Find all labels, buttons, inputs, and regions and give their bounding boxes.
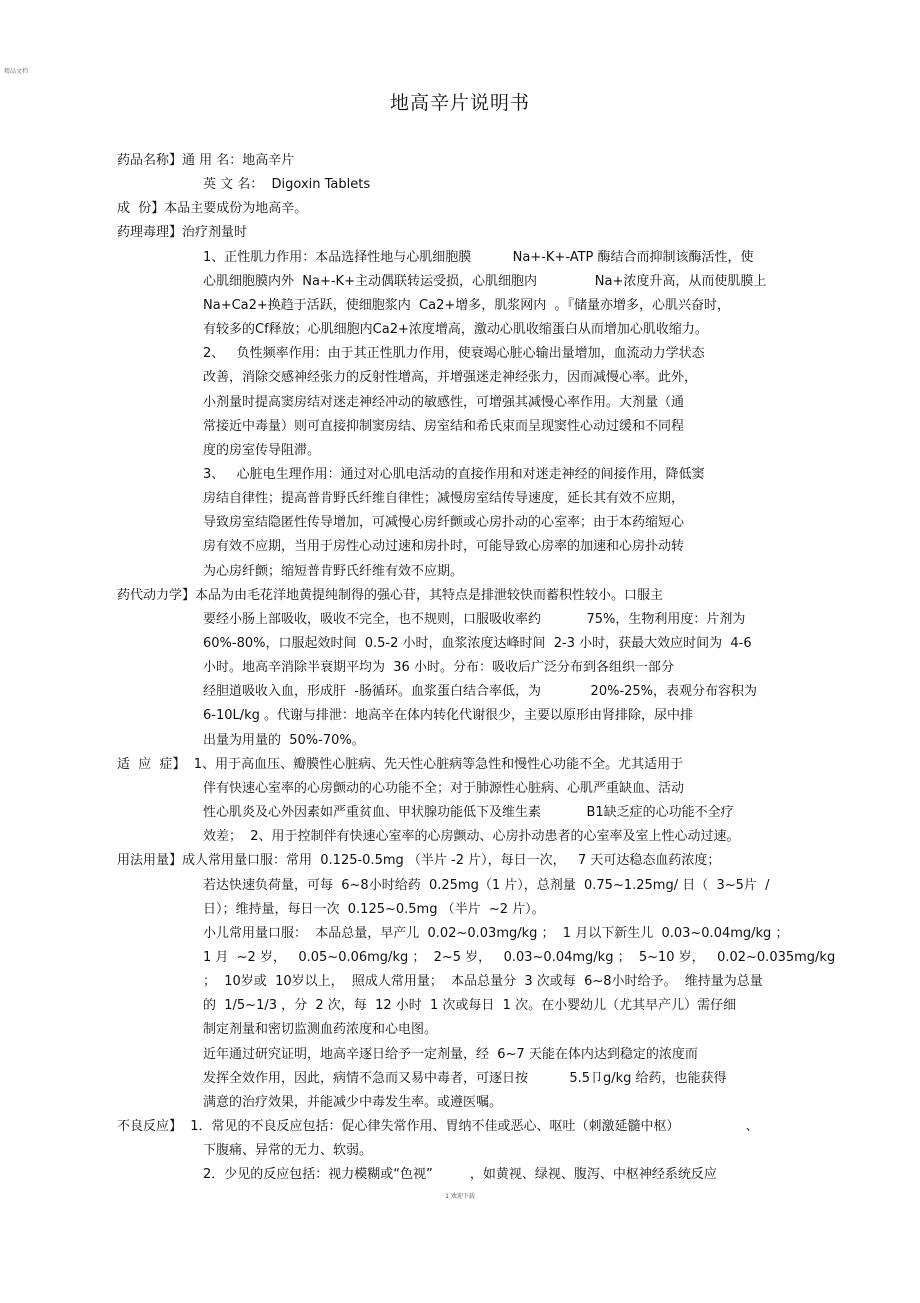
text-line: 英 文 名： Digoxin Tablets <box>203 177 371 193</box>
text-line: 满意的治疗效果，并能减少中毒发生率。或遵医嘱。 <box>203 1094 503 1110</box>
text-line: 制定剂量和密切监测血药浓度和心电图。 <box>203 1022 438 1038</box>
text-line: 适 应 症】 1、用于高血压、瓣膜性心脏病、先天性心脏病等急性和慢性心功能不全。尤其适用于 <box>117 756 684 772</box>
text-line: 的 1/5~1/3 ，分 2 次，每 12 小时 1 次或每日 1 次。在小婴幼儿（尤其早产儿）需仔细 <box>203 998 737 1014</box>
text-line: 药品名称】通 用 名：地高辛片 <box>117 153 295 168</box>
text-line: 要经小肠上部吸收，吸收不完全，也不规则，口服吸收率约 75%，生物利用度：片剂为 <box>203 611 746 627</box>
text-line: 不良反应】 1．常见的不良反应包括：促心律失常作用、胃纳不佳或恶心、呕吐（刺激延髓中枢） 、 <box>117 1119 759 1134</box>
text-line: 2．少见的反应包括：视力模糊或“色视” ，如黄视、绿视、腹泻、中枢神经系统反应 <box>203 1167 717 1183</box>
text-line: 房结自律性；提高普肯野氏纤维自律性；减慢房室结传导速度，延长其有效不应期， <box>203 491 685 507</box>
text-line: 出量为用量的 50%-70%。 <box>203 732 365 748</box>
text-line: 日）；维持量，每日一次 0.125~0.5mg （半片 ~2 片）。 <box>203 901 545 917</box>
text-line: 改善，消除交感神经张力的反射性增高，并增强迷走神经张力，因而减慢心率。此外， <box>203 370 698 386</box>
text-line: 伴有快速心室率的心房颤动的心功能不全；对于肺源性心脏病、心肌严重缺血、活动 <box>203 780 685 796</box>
text-line: 小儿常用量口服： 本品总量，早产儿 0.02~0.03mg/kg ； 1 月以下新生儿 0.03~0.04mg/kg ； <box>203 925 789 941</box>
text-line: 发挥全效作用，因此，病情不急而又易中毒者，可逐日按 5.5卩g/kg 给药，也能获得 <box>203 1070 727 1086</box>
page-title: 地高辛片说明书 <box>389 92 530 114</box>
page-footer: 1 欢迎下载 <box>445 1193 475 1200</box>
header-note: 精品文档 <box>4 68 29 75</box>
text-line: 性心肌炎及心外因素如严重贫血、甲状腺功能低下及维生素 B1缺乏症的心功能不全疗 <box>203 805 734 821</box>
text-line: 心肌细胞膜内外 Na+-K+主动偶联转运受损，心肌细胞内 Na+浓度升高，从而使肌膜上 <box>203 273 767 289</box>
text-line: 2、 负性频率作用：由于其正性肌力作用，使衰竭心脏心输出量增加，血流动力学状态 <box>203 346 705 362</box>
text-line: 为心房纤颤；缩短普肯野氏纤维有效不应期。 <box>203 563 464 579</box>
text-line: 度的房室传导阻滞。 <box>203 442 321 458</box>
text-line: 3、 心脏电生理作用：通过对心肌电活动的直接作用和对迷走神经的间接作用，降低窦 <box>203 466 705 482</box>
text-line: 1、正性肌力作用：本品选择性地与心肌细胞膜 Na+-K+-ATP 酶结合而抑制该酶活性，使 <box>203 249 754 265</box>
text-line: 有较多的Cf释放；心肌细胞内Ca2+浓度增高，激动心肌收缩蛋白从而增加心肌收缩力。 <box>203 322 708 338</box>
text-line: 1 月 ~2 岁， 0.05~0.06mg/kg ； 2~5 岁， 0.03~0.04mg/kg ； 5~10 岁， 0.02~0.035mg/kg <box>203 949 836 965</box>
text-line: 用法用量】成人常用量口服：常用 0.125-0.5mg （半片 -2 片），每日一次， 7 天可达稳态血药浓度； <box>117 853 721 869</box>
text-line: 60%-80%，口服起效时间 0.5-2 小时，血浆浓度达峰时间 2-3 小时，获最大效应时间为 4-6 <box>203 636 752 651</box>
text-line: 近年通过研究证明，地高辛逐日给予一定剂量，经 6~7 天能在体内达到稳定的浓度而 <box>203 1046 698 1062</box>
text-line: 小时。地高辛消除半衰期平均为 36 小时。分布：吸收后广泛分布到各组织一部分 <box>203 660 674 676</box>
text-line: 药理毒理】治疗剂量时 <box>117 225 248 241</box>
text-line: 小剂量时提高窦房结对迷走神经冲动的敏感性，可增强其减慢心率作用。大剂量（通 <box>203 394 685 410</box>
text-line: 成 份】本品主要成份为地高辛。 <box>117 201 308 217</box>
text-line: 常接近中毒量）则可直接抑制窦房结、房室结和希氏束而呈现窦性心动过缓和不同程 <box>203 418 685 434</box>
text-line: 经胆道吸收入血，形成肝 -肠循环。血浆蛋白结合率低，为 20%-25%，表观分布容积为 <box>203 684 758 700</box>
text-line: 若达快速负荷量，可每 6~8小时给药 0.25mg（1 片），总剂量 0.75~1.25mg/ 日（ 3~5片 / <box>203 877 770 893</box>
text-line: 房有效不应期，当用于房性心动过速和房扑时，可能导致心房率的加速和心房扑动转 <box>203 539 685 555</box>
text-line: 下腹痛、异常的无力、软弱。 <box>203 1143 373 1159</box>
text-line: 药代动力学】本品为由毛花洋地黄提纯制得的强心苷，其特点是排泄较快而蓄积性较小。口服主 <box>117 587 664 603</box>
text-line: Na+Ca2+换趋于活跃，使细胞浆内 Ca2+增多，肌浆网内 。『储量亦增多，心肌兴奋时， <box>203 297 731 313</box>
text-line: 6-10L/kg 。代谢与排泄：地高辛在体内转化代谢很少，主要以原形由肾排除，尿中排 <box>203 708 694 724</box>
text-line: 导致房室结隐匿性传导增加，可减慢心房纤颤或心房扑动的心室率；由于本药缩短心 <box>203 515 685 531</box>
text-line: ； 10岁或 10岁以上， 照成人常用量； 本品总量分 3 次或每 6~8小时给予。 维持量为总量 <box>203 974 763 990</box>
text-line: 效差； 2、用于控制伴有快速心室率的心房颤动、心房扑动患者的心室率及室上性心动过速。 <box>203 829 740 845</box>
